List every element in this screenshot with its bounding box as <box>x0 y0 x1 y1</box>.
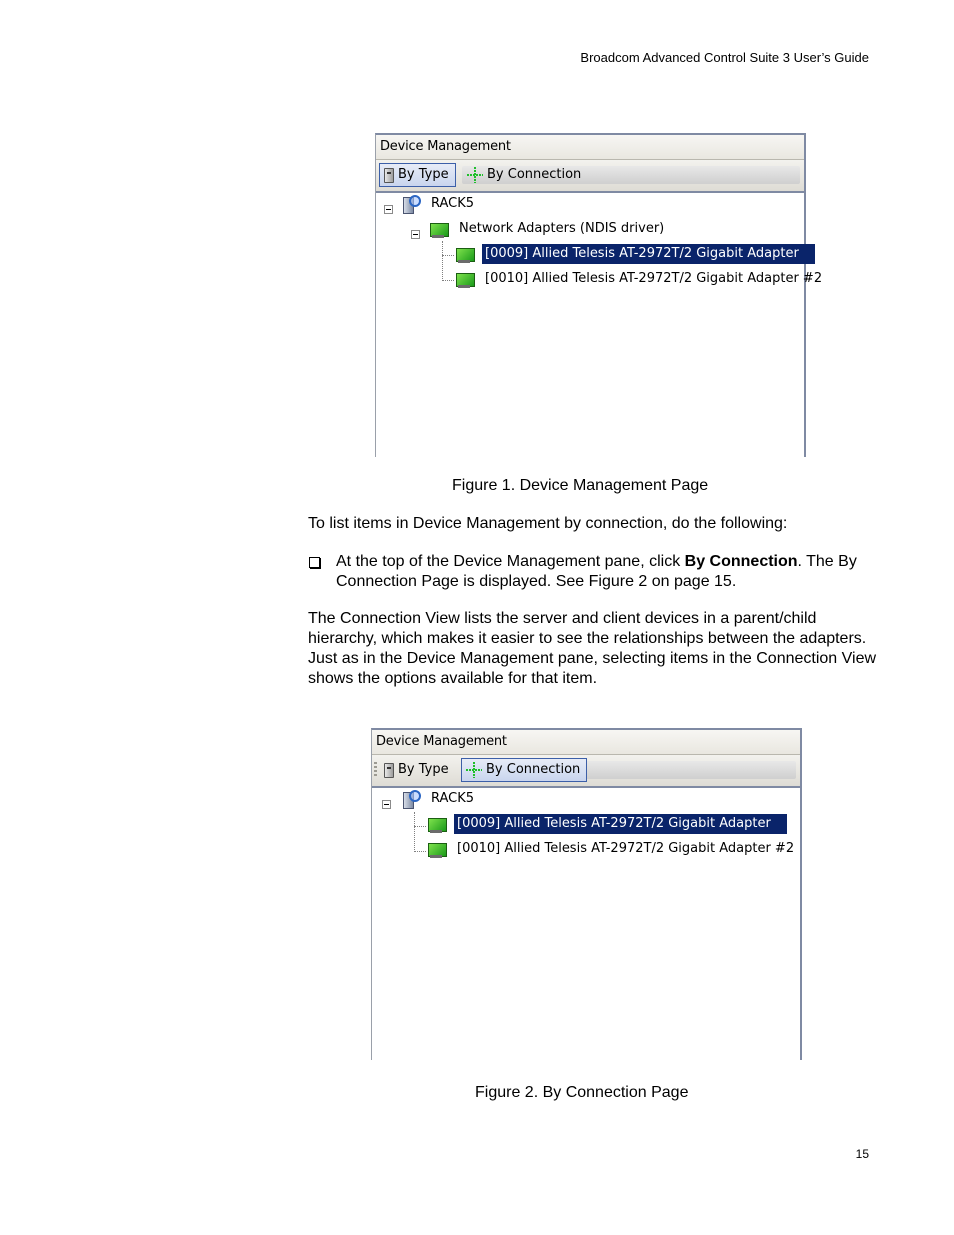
network-adapter-icon <box>430 219 450 239</box>
checkbox-bullet-icon <box>309 557 320 568</box>
tree-node-label: Network Adapters (NDIS driver) <box>459 221 665 236</box>
collapse-network-adapters-icon[interactable] <box>411 230 420 239</box>
by-type-label: By Type <box>398 762 449 777</box>
tree-node-label: [0010] Allied Telesis AT-2972T/2 Gigabit Adapter #2 <box>485 271 823 286</box>
by-type-button[interactable] <box>379 163 456 187</box>
computer-icon <box>402 194 422 214</box>
tree-node-rack5[interactable] <box>402 788 477 810</box>
by-type-label: By Type <box>398 167 449 182</box>
tree-node-adapter-0009[interactable] <box>428 813 787 835</box>
page-number: 15 <box>855 1147 869 1161</box>
pane-title: Device Management <box>376 135 804 160</box>
computer-icon <box>402 789 422 809</box>
network-adapter-icon <box>428 839 448 859</box>
running-header: Broadcom Advanced Control Suite 3 User’s Guide <box>580 50 869 65</box>
figure2-caption: Figure 2. By Connection Page <box>475 1084 689 1101</box>
by-connection-button[interactable] <box>463 163 587 187</box>
pane-title: Device Management <box>372 730 800 755</box>
bullet-text-pre: At the top of the Device Management pane, click <box>336 553 685 570</box>
by-connection-label: By Connection <box>487 167 582 182</box>
tree-node-adapter-0010[interactable] <box>428 838 797 860</box>
toolbar-strip <box>580 761 796 779</box>
bullet-text-bold: By Connection <box>684 553 798 570</box>
network-adapter-icon <box>428 814 448 834</box>
view-toolbar <box>376 160 804 193</box>
tree-node-adapter-0010[interactable] <box>456 268 825 290</box>
tree-node-label: [0010] Allied Telesis AT-2972T/2 Gigabit Adapter #2 <box>457 841 795 856</box>
bullet-text-post: . The By Connection Page is displayed. See Figure 2 on page 15. <box>336 553 857 590</box>
network-adapter-icon <box>456 244 476 264</box>
view-toolbar <box>372 755 800 788</box>
connection-grid-icon <box>466 762 482 778</box>
server-icon <box>384 168 394 183</box>
network-adapter-icon <box>456 269 476 289</box>
by-connection-button[interactable] <box>461 758 587 782</box>
tree-node-adapter-0009[interactable] <box>456 243 815 265</box>
tree-node-label: RACK5 <box>431 791 475 806</box>
collapse-rack5-icon[interactable] <box>384 205 393 214</box>
device-management-pane-figure1 <box>375 133 823 457</box>
server-icon <box>384 763 394 778</box>
tree-node-label: RACK5 <box>431 196 475 211</box>
device-management-pane-figure2 <box>371 728 802 1060</box>
collapse-rack5-icon[interactable] <box>382 800 391 809</box>
intro-text: To list items in Device Management by connection, do the following: <box>308 515 788 532</box>
tree-node-label-selected: [0009] Allied Telesis AT-2972T/2 Gigabit Adapter <box>482 244 815 264</box>
by-connection-label: By Connection <box>486 762 581 777</box>
connection-view-paragraph: The Connection View lists the server and client devices in a parent/child hierarchy, which makes it easier to see the relationships between the adapters. Just as in the Device Management pane, selecting items in the Connection View shows the options available for that item. <box>308 610 877 687</box>
tree-node-label-selected: [0009] Allied Telesis AT-2972T/2 Gigabit Adapter <box>454 814 787 834</box>
tree-node-rack5[interactable] <box>402 193 477 215</box>
connection-grid-icon <box>467 167 483 183</box>
by-type-button[interactable] <box>380 758 455 782</box>
tree-node-network-adapters[interactable] <box>430 218 667 240</box>
toolbar-grip <box>374 762 377 778</box>
figure1-caption: Figure 1. Device Management Page <box>452 477 709 494</box>
bullet-step <box>336 552 876 592</box>
